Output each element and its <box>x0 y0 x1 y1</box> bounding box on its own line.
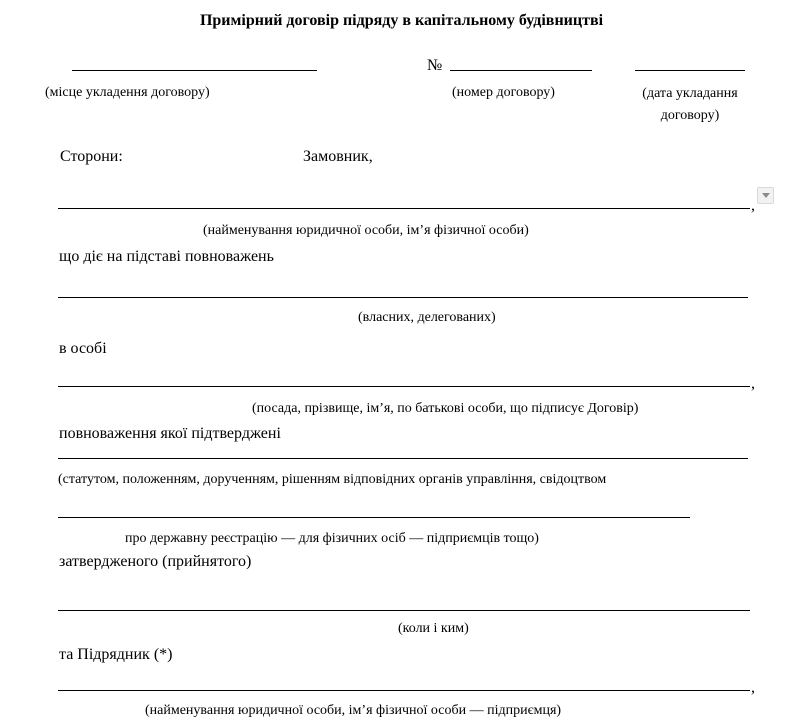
date-caption-line2: договору) <box>660 108 720 123</box>
document-title: Примірний договір підряду в капітальному будівництві <box>199 12 604 29</box>
customer-label: Замовник, <box>303 148 373 165</box>
blank-powers-line-2 <box>58 501 690 518</box>
dropdown-button[interactable] <box>757 187 774 204</box>
comma-after-contractor-line: , <box>751 679 755 696</box>
date-caption <box>633 83 747 127</box>
blank-place-line <box>72 54 317 71</box>
chevron-down-icon <box>762 193 770 198</box>
blank-customer-name-line <box>58 192 750 209</box>
approved-text: затвердженого (прийнятого) <box>59 553 252 570</box>
powers-text: повноваження якої підтверджені <box>59 425 281 442</box>
powers-caption-line2: про державну реєстрацію — для фізичних осіб — підприємців тощо) <box>125 531 539 546</box>
in-person-text: в особі <box>59 340 107 357</box>
contractor-text: та Підрядник (*) <box>59 646 173 663</box>
blank-number-line <box>450 54 592 71</box>
blank-powers-line-1 <box>58 442 748 459</box>
blank-person-line <box>58 370 750 387</box>
contractor-name-caption: (найменування юридичної особи, ім’я фізичної особи — підприємця) <box>145 703 562 718</box>
number-caption: (номер договору) <box>452 85 555 100</box>
number-sign: № <box>427 57 443 74</box>
customer-name-caption: (найменування юридичної особи, ім’я фізичної особи) <box>203 223 529 238</box>
blank-basis-line <box>58 281 748 298</box>
place-caption: (місце укладення договору) <box>45 85 210 100</box>
blank-contractor-name-line <box>58 674 750 691</box>
comma-after-customer-line: , <box>751 197 755 214</box>
basis-text: що діє на підставі повноважень <box>59 248 274 265</box>
blank-approved-line <box>58 594 750 611</box>
date-caption-line1: (дата укладання <box>642 86 738 101</box>
approved-caption: (коли і ким) <box>398 621 469 636</box>
blank-date-line <box>635 54 745 71</box>
person-caption: (посада, прізвище, ім’я, по батькові особи, що підписує Договір) <box>252 401 639 416</box>
basis-caption: (власних, делегованих) <box>358 310 496 325</box>
powers-caption-line1: (статутом, положенням, дорученням, рішенням відповідних органів управління, свідоцтвом <box>58 472 607 487</box>
parties-label: Сторони: <box>60 148 123 165</box>
comma-after-person-line: , <box>751 375 755 392</box>
